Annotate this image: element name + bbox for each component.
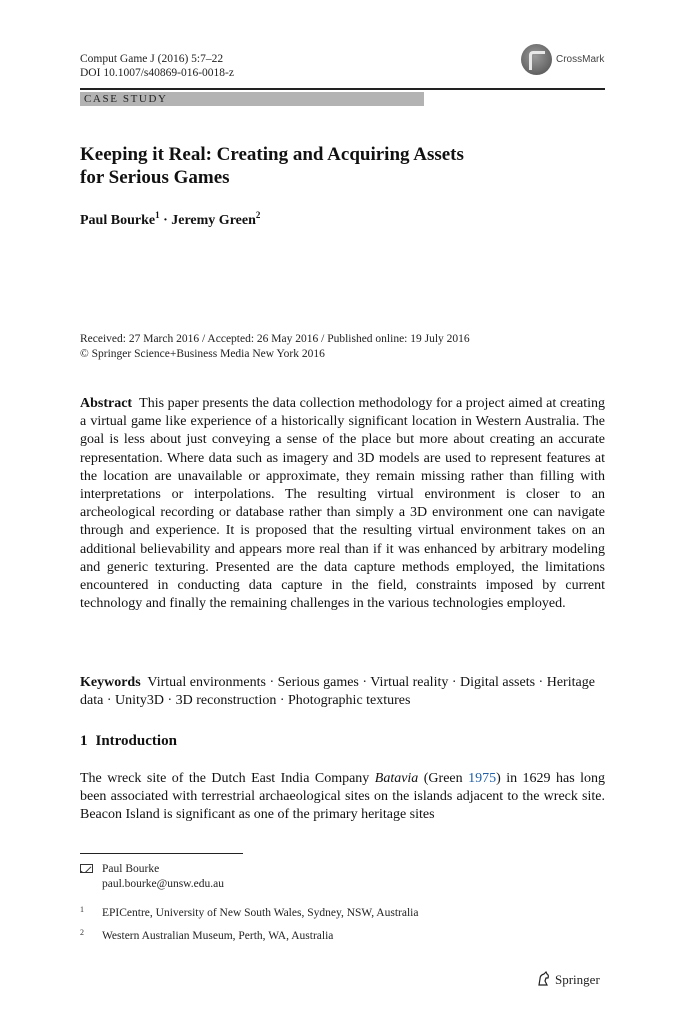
- corresponding-author-email[interactable]: paul.bourke@unsw.edu.au: [102, 878, 224, 890]
- springer-horse-icon: [536, 971, 552, 987]
- header-rule: [80, 88, 605, 90]
- abstract-label: Abstract: [80, 396, 133, 411]
- journal-header: [80, 52, 234, 80]
- affiliation-number: 1: [80, 905, 84, 914]
- title-line-2: for Serious Games: [80, 167, 230, 188]
- affiliation-number: 2: [80, 928, 84, 937]
- received-accepted-published: Received: 27 March 2016 / Accepted: 26 May 2016 / Published online: 19 July 2016: [80, 333, 470, 345]
- publication-dates: [80, 332, 470, 362]
- copyright: © Springer Science+Business Media New York 2016: [80, 348, 325, 360]
- intro-text: The wreck site of the Dutch East India Company: [80, 771, 375, 786]
- ship-name: Batavia: [374, 771, 419, 786]
- crossmark-badge[interactable]: [521, 44, 606, 76]
- author-name[interactable]: Paul Bourke: [80, 213, 156, 228]
- crossmark-icon: [521, 44, 552, 75]
- keywords: [80, 674, 605, 710]
- section-number: 1: [80, 733, 88, 749]
- footnote-rule: [80, 853, 243, 854]
- abstract-text: This paper presents the data collection methodology for a project aimed at creating a virtual game like experience of a historically significant location in Western Australia. The goal is less about just conveying a sense of the place but more about creating an accurate representation. Where data such as imagery and 3D models are used to represent features at the location are unavailable or approximate, they remain missing rather than filling with interpretations or interpolations. The resulting virtual environment is closer to an archeological recording or database rather than simply a 3D environment one can navigate through and experience. It is proposed that the resulting virtual environment takes on an additional believability and appears more real than if it was enhanced by arbitrary modeling and generic texturing. Presented are the data capture methods employed, the limitations encountered in conducting data capture in the field, constraints imposed by current technology and finally the remaining challenges in the various technologies employed.: [80, 396, 605, 612]
- introduction-paragraph: [80, 770, 605, 825]
- paper-title: [80, 143, 550, 189]
- crossmark-label: CrossMark: [556, 54, 605, 65]
- author-affiliation-marker: 2: [255, 210, 261, 220]
- section-heading: [80, 732, 177, 750]
- intro-text: (Green: [418, 771, 469, 786]
- affiliation-text: Western Australian Museum, Perth, WA, Australia: [102, 930, 334, 942]
- journal-citation: Comput Game J (2016) 5:7–22: [80, 53, 224, 65]
- title-line-1: Keeping it Real: Creating and Acquiring Assets: [80, 144, 464, 165]
- abstract: [80, 395, 605, 613]
- intro-text: ) in 1629 has long been associated with terrestrial archaeological sites on the islands adjacent to the wreck site. Beacon Island is significant as one of the primary heritage sites: [80, 771, 605, 823]
- publisher-name: Springer: [555, 972, 600, 987]
- author-name[interactable]: Jeremy Green: [171, 213, 256, 228]
- publisher-footer: [536, 971, 600, 989]
- keywords-label: Keywords: [80, 675, 141, 690]
- author-separator: ·: [163, 213, 168, 228]
- section-title: Introduction: [95, 733, 177, 749]
- author-list: [80, 212, 260, 230]
- citation-link[interactable]: 1975: [468, 771, 497, 786]
- corresponding-author-name: Paul Bourke: [102, 863, 160, 875]
- doi[interactable]: DOI 10.1007/s40869-016-0018-z: [80, 67, 234, 79]
- keywords-text: Virtual environments · Serious games · Virtual reality · Digital assets · Heritage data · Unity3D · 3D reconstruction · Photographic textures: [80, 675, 595, 709]
- author-affiliation-marker: 1: [155, 210, 160, 220]
- envelope-icon: [80, 864, 93, 873]
- affiliation-text: EPICentre, University of New South Wales, Sydney, NSW, Australia: [102, 907, 419, 919]
- case-study-label: CASE STUDY: [84, 93, 168, 105]
